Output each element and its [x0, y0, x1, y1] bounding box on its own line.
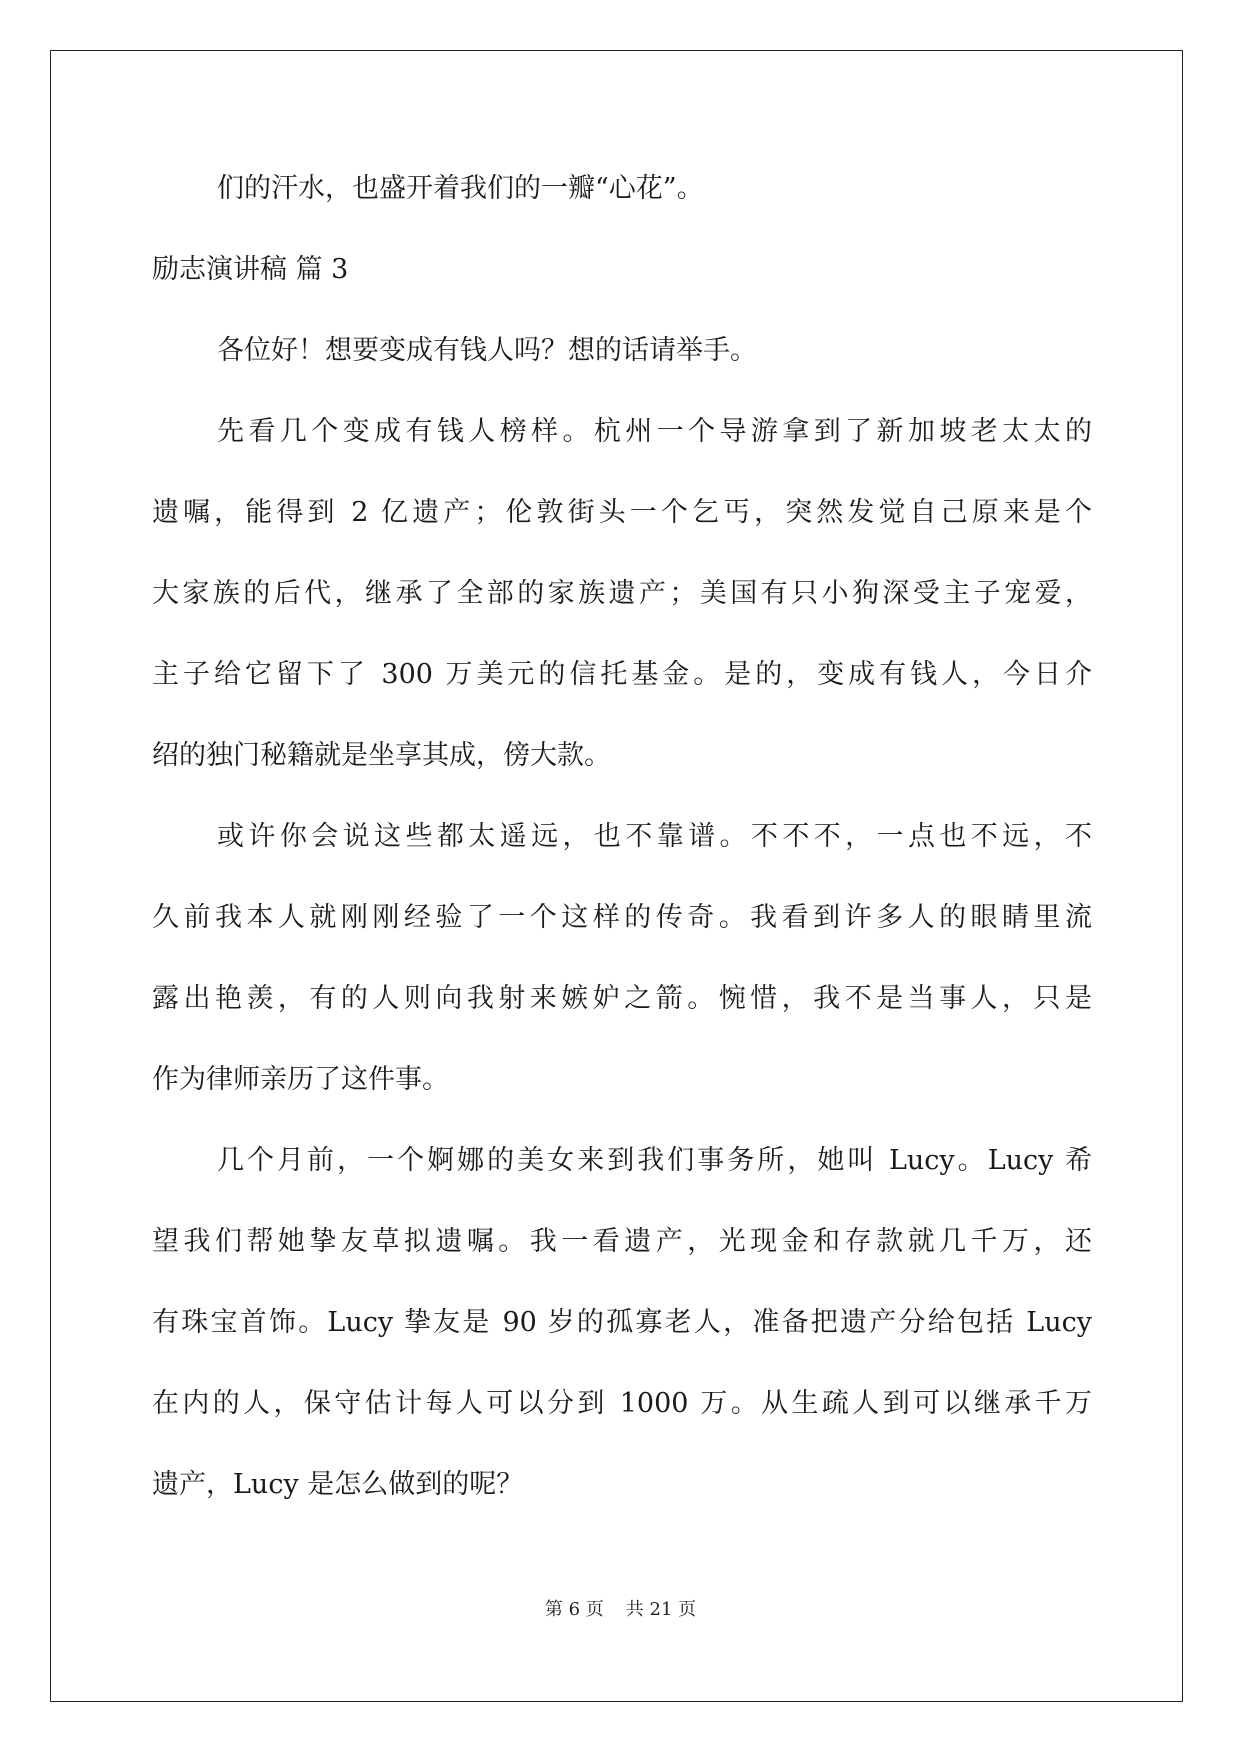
- paragraph-line: 遗产，Lucy 是怎么做到的呢？: [152, 1469, 524, 1500]
- paragraph-line: 在内的人，保守估计每人可以分到 1000 万。从生疏人到可以继承千万: [152, 1388, 1092, 1419]
- paragraph-line: 先看几个变成有钱人榜样。杭州一个导游拿到了新加坡老太太的: [217, 416, 1092, 447]
- page-total: 共 21 页: [625, 1599, 697, 1620]
- paragraph-line: 们的汗水，也盛开着我们的一瓣“心花”。: [217, 173, 704, 204]
- paragraph-line: 久前我本人就刚刚经验了一个这样的传奇。我看到许多人的眼睛里流: [152, 902, 1092, 933]
- section-heading: 励志演讲稿 篇 3: [152, 254, 349, 285]
- paragraph-line: 绍的独门秘籍就是坐享其成，傍大款。: [152, 740, 611, 771]
- page-number: 第 6 页: [544, 1599, 604, 1620]
- document-body: [152, 160, 1092, 1537]
- paragraph-line: 几个月前，一个婀娜的美女来到我们事务所，她叫 Lucy。Lucy 希: [217, 1145, 1092, 1176]
- paragraph-line: 露出艳羡，有的人则向我射来嫉妒之箭。惋惜，我不是当事人，只是: [152, 983, 1092, 1014]
- paragraph-line: 主子给它留下了 300 万美元的信托基金。是的，变成有钱人，今日介: [152, 659, 1092, 690]
- paragraph-line: 各位好！想要变成有钱人吗？想的话请举手。: [217, 335, 757, 366]
- paragraph-line: 作为律师亲历了这件事。: [152, 1064, 449, 1095]
- page-footer: [0, 1595, 1241, 1621]
- paragraph-line: 大家族的后代，继承了全部的家族遗产；美国有只小狗深受主子宠爱，: [152, 578, 1092, 609]
- paragraph-line: 或许你会说这些都太遥远，也不靠谱。不不不，一点也不远，不: [217, 821, 1092, 852]
- paragraph-line: 望我们帮她挚友草拟遗嘱。我一看遗产，光现金和存款就几千万，还: [152, 1226, 1092, 1257]
- paragraph-line: 有珠宝首饰。Lucy 挚友是 90 岁的孤寡老人，准备把遗产分给包括 Lucy: [152, 1307, 1092, 1338]
- paragraph-line: 遗嘱，能得到 2 亿遗产；伦敦街头一个乞丐，突然发觉自己原来是个: [152, 497, 1092, 528]
